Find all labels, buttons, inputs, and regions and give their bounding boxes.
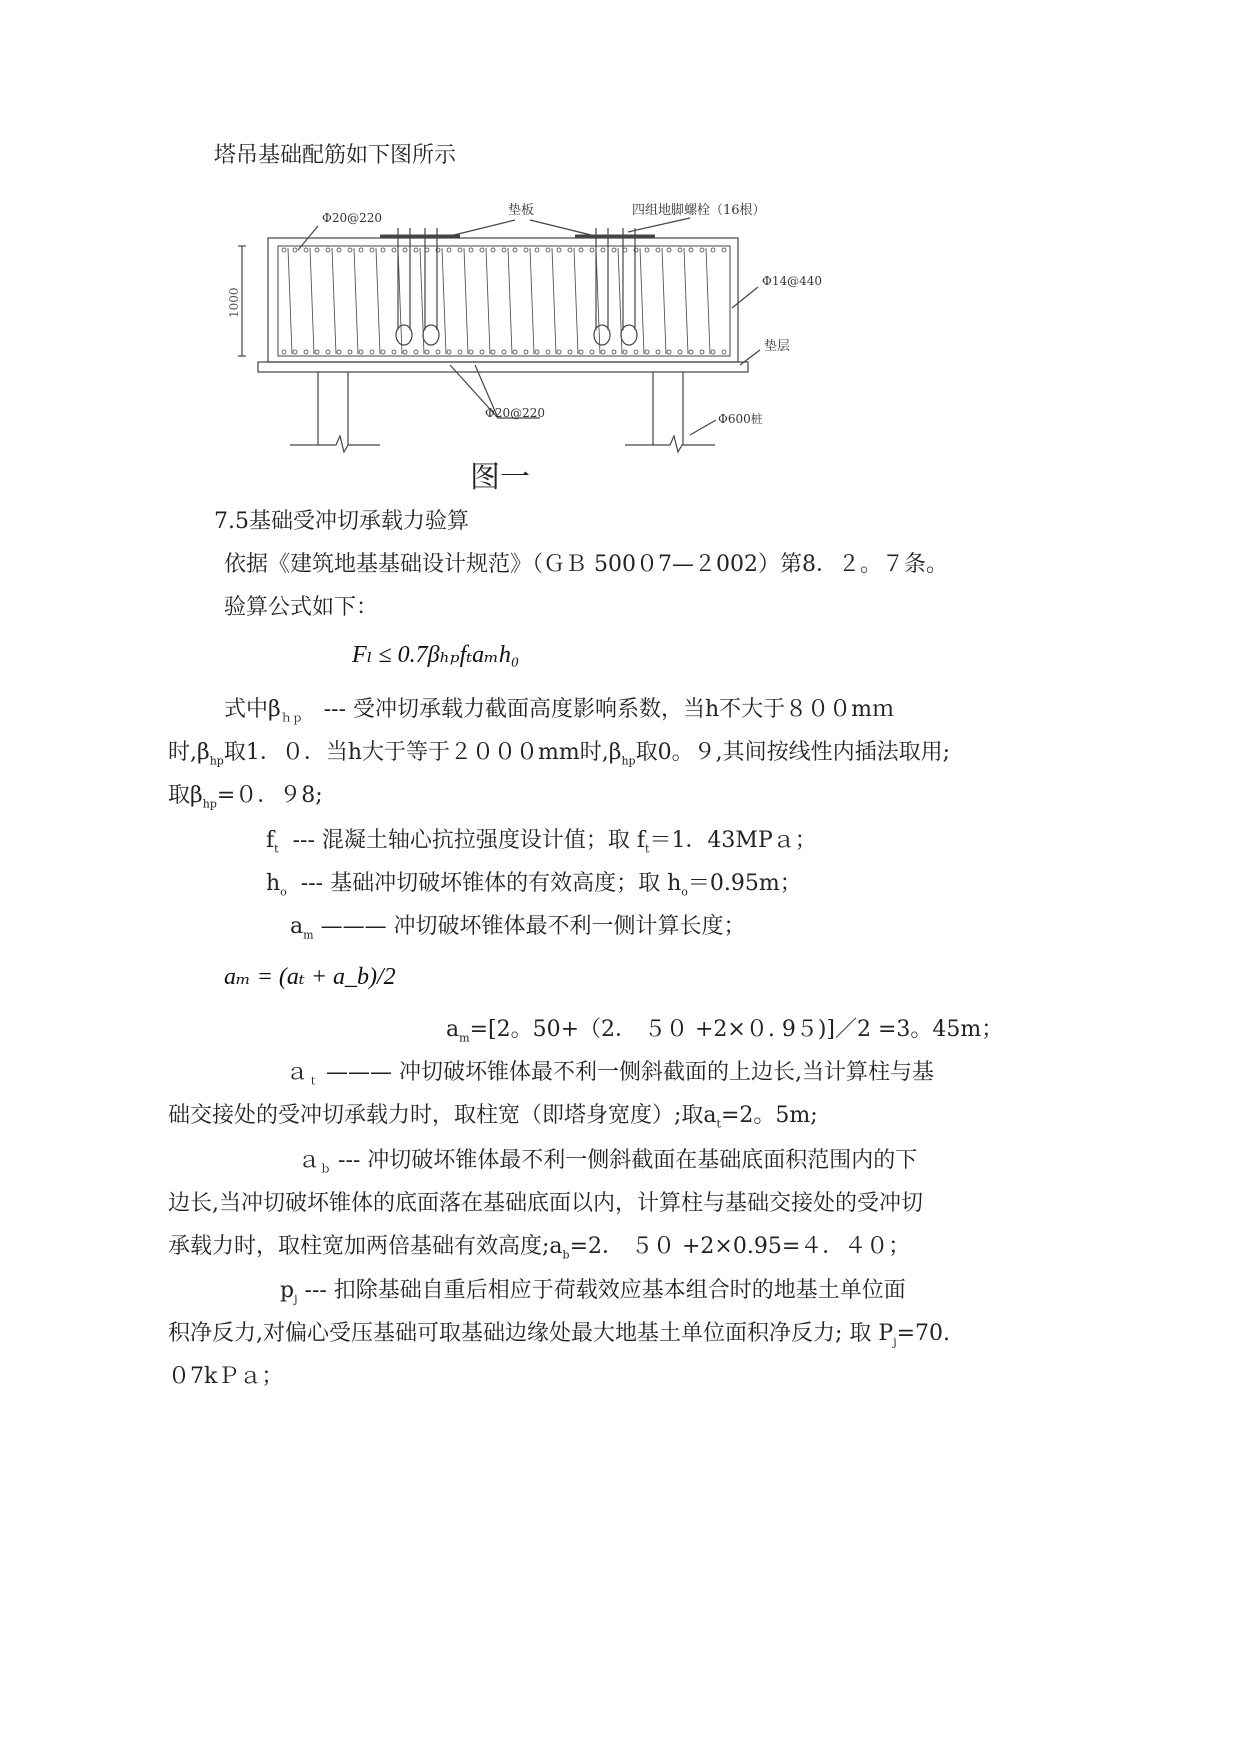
stirrup-bar (706, 248, 710, 354)
stirrup-bar (530, 248, 534, 354)
rebar-section-dot (414, 248, 418, 252)
rebar-section-dot (337, 248, 341, 252)
formula-punching: Fₗ ≤ 0.7βₕₚfₜaₘh₀ (352, 642, 520, 668)
stirrup-bar (486, 248, 490, 354)
rebar-section-dot (458, 248, 462, 252)
rebar-section-dot (656, 350, 660, 354)
at-line2: 础交接处的受冲切承载力时，取柱宽（即塔身宽度）;取$a_t=2$。5m; (168, 1103, 818, 1131)
formula-am: aₘ = (aₜ + a_b)/2 (224, 964, 396, 990)
label-bolts: 四组地脚螺栓（16根） (632, 203, 766, 218)
rebar-section-dot (601, 350, 605, 354)
rebar-section-dot (436, 350, 440, 354)
ab-line3: 承载力时，取柱宽加两倍基础有效高度$;a_b=2$． ５０ +2×0.95=４．４０； (168, 1234, 911, 1262)
label-pile: Φ600桩 (718, 412, 763, 426)
rebar-section-dot (315, 248, 319, 252)
rebar-section-dot (557, 350, 561, 354)
rebar-section-dot (293, 350, 297, 354)
stirrup-bar (288, 248, 292, 354)
rebar-section-dot (326, 248, 330, 252)
label-cushion: 垫层 (764, 339, 791, 354)
stirrup-bar (310, 248, 314, 354)
ft-line: $f_t$ --- 混凝土轴心抗拉强度设计值；取 $f_t=1$．43MPａ； (266, 828, 817, 856)
rebar-section-dot (612, 248, 616, 252)
rebar-section-dot (502, 248, 506, 252)
rebar-section-dot (634, 350, 638, 354)
rebar-section-dot (546, 248, 550, 252)
rebar-section-dot (546, 350, 550, 354)
rebar-section-dot (337, 350, 341, 354)
stirrup-bar (354, 248, 358, 354)
rebar-section-dot (623, 350, 627, 354)
rebar-section-dot (315, 350, 319, 354)
stirrup-bar (376, 248, 380, 354)
rebar-section-dot (678, 248, 682, 252)
stirrup-bar (464, 248, 468, 354)
rebar-section-dot (370, 350, 374, 354)
rebar-section-dot (370, 248, 374, 252)
rebar-section-dot (568, 350, 572, 354)
rebar-section-dot (711, 248, 715, 252)
rebar-section-dot (667, 248, 671, 252)
label-top-rebar: Φ20@220 (322, 211, 383, 225)
label-pad: 垫板 (508, 203, 535, 218)
rebar-section-dot (392, 248, 396, 252)
am-line: $a_m$ ——— 冲切破坏锥体最不利一侧计算长度； (290, 914, 746, 942)
rebar-section-dot (524, 350, 528, 354)
rebar-section-dot (645, 350, 649, 354)
rebar-section-dot (381, 248, 385, 252)
rebar-section-dot (667, 350, 671, 354)
rebar-section-dot (282, 350, 286, 354)
label-side-rebar: Φ14@440 (762, 274, 823, 288)
rebar-section-dot (535, 248, 539, 252)
rebar-section-dot (568, 248, 572, 252)
rebar-section-dot (535, 350, 539, 354)
rebar-section-dot (656, 248, 660, 252)
stirrup-bar (618, 248, 622, 354)
rebar-section-dot (711, 350, 715, 354)
rebar-section-dot (491, 350, 495, 354)
rebar-section-dot (403, 350, 407, 354)
stirrup-bar (442, 248, 446, 354)
rebar-section-dot (557, 248, 561, 252)
basis-text: 依据《建筑地基基础设计规范》（ＧＢ 500０7—２002）第8．２。７条。 (224, 552, 948, 577)
rebar-section-dot (590, 350, 594, 354)
rebar-section-dot (425, 350, 429, 354)
rebar-section-dot (348, 248, 352, 252)
stirrup-bar (662, 248, 666, 354)
figure-caption: 图一 (470, 460, 530, 495)
rebar-section-dot (590, 248, 594, 252)
rebar-section-dot (348, 350, 352, 354)
rebar-section-dot (700, 248, 704, 252)
rebar-section-dot (678, 350, 682, 354)
foundation-rebar-diagram (0, 190, 1241, 520)
stirrup-bar (684, 248, 688, 354)
rebar-section-dot (689, 248, 693, 252)
stirrup-bar (508, 248, 512, 354)
rebar-section-dot (480, 248, 484, 252)
section-title: 7.5基础受冲切承载力验算 (214, 509, 469, 534)
rebar-section-dot (700, 350, 704, 354)
rebar-section-dot (612, 350, 616, 354)
rebar-section-dot (689, 350, 693, 354)
stirrup-bar (574, 248, 578, 354)
formula-intro: 验算公式如下： (224, 595, 379, 620)
rebar-section-dot (447, 350, 451, 354)
rebar-section-dot (645, 248, 649, 252)
ab-line1: ａ$_b$ --- 冲切破坏锥体最不利一侧斜截面在基础底面积范围内的下 (298, 1148, 918, 1176)
stirrup-bar (332, 248, 336, 354)
rebar-section-dot (282, 248, 286, 252)
rebar-section-dot (502, 350, 506, 354)
rebar-section-dot (293, 248, 297, 252)
beta-hp-line2: 时$,\beta_{hp}$取1．０．当h大于等于２０００mm时$,\beta_{hp}$取0。９,其间按线性内插法取用; (168, 740, 951, 768)
rebar-section-dot (513, 350, 517, 354)
rebar-section-dot (304, 350, 308, 354)
rebar-section-dot (579, 350, 583, 354)
rebar-section-dot (579, 248, 583, 252)
intro-text: 塔吊基础配筋如下图所示 (214, 143, 457, 168)
rebar-section-dot (601, 248, 605, 252)
ab-line2: 边长,当冲切破坏锥体的底面落在基础底面以内，计算柱与基础交接处的受冲切 (168, 1191, 923, 1216)
rebar-section-dot (469, 350, 473, 354)
at-line1: ａ$_t$ ——— 冲切破坏锥体最不利一侧斜截面的上边长,当计算柱与基 (286, 1060, 935, 1088)
rebar-section-dot (722, 248, 726, 252)
rebar-section-dot (403, 248, 407, 252)
pj-line2: 积净反力,对偏心受压基础可取基础边缘处最大地基土单位面积净反力; 取 $P_j=70$. (168, 1321, 951, 1349)
beta-hp-line1: 式中$\beta_{hp}$ --- 受冲切承载力截面高度影响系数，当h不大于８００mｍ (224, 697, 895, 725)
label-bottom-rebar: Φ20@220 (485, 406, 546, 420)
rebar-section-dot (414, 350, 418, 354)
rebar-section-dot (447, 248, 451, 252)
rebar-section-dot (392, 350, 396, 354)
rebar-section-dot (359, 350, 363, 354)
stirrup-bar (640, 248, 644, 354)
rebar-section-dot (304, 248, 308, 252)
rebar-section-dot (326, 350, 330, 354)
stirrup-bar (552, 248, 556, 354)
h0-line: $h_o$ --- 基础冲切破坏锥体的有效高度；取 $h_o=0.95m$； (266, 871, 802, 899)
rebar-section-dot (458, 350, 462, 354)
cushion-layer (258, 362, 748, 372)
pj-line1: $p_j$ --- 扣除基础自重后相应于荷载效应基本组合时的地基土单位面 (280, 1278, 906, 1306)
label-height: 1000 (227, 287, 241, 318)
stirrup-bar (420, 248, 424, 354)
rebar-section-dot (381, 350, 385, 354)
rebar-section-dot (480, 350, 484, 354)
pj-line3: ０7kＰａ； (168, 1364, 284, 1389)
rebar-section-dot (722, 350, 726, 354)
rebar-section-dot (359, 248, 363, 252)
am-calc: $a_m=[2$。50+（2． ５０ +2×０. 9５)]／2 =3。45m； (446, 1017, 1004, 1045)
rebar-section-dot (469, 248, 473, 252)
rebar-section-dot (491, 248, 495, 252)
beta-hp-line3: 取$\beta_{hp}=0$．９8; (168, 783, 323, 811)
rebar-section-dot (513, 248, 517, 252)
rebar-section-dot (524, 248, 528, 252)
foundation-outline (268, 238, 738, 362)
